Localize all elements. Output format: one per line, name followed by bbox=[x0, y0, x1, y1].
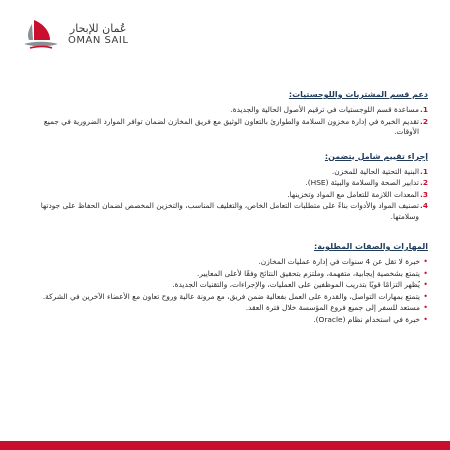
item-text: تصنيف المواد والأدوات بناءً على متطلبات التعامل الخاص، والتغليف المناسب، والتخزين المخصص لضمان الحفاظ على جودتها وسلامتها. bbox=[40, 201, 419, 221]
footer-accent-bar bbox=[0, 441, 450, 450]
item-text: تدابير الصحة والسلامة والبيئة (HSE). bbox=[305, 178, 419, 187]
list-item bbox=[24, 178, 428, 189]
skills-section bbox=[24, 242, 428, 325]
logo-wordmark bbox=[68, 23, 128, 46]
item-text: يُظهر التزامًا قويًا بتدريب الموظفين على العمليات، والإجراءات، والتقنيات الجديدة. bbox=[172, 280, 420, 289]
bullet-icon: • bbox=[423, 268, 428, 278]
item-text: خبرة في استخدام نظام (Oracle). bbox=[313, 314, 420, 324]
section-heading: المهارات والصفات المطلوبة: bbox=[314, 242, 428, 251]
sail-emblem-icon bbox=[20, 16, 62, 52]
oman-sail-logo bbox=[20, 16, 128, 52]
bullet-icon: • bbox=[423, 280, 428, 289]
item-text: مستعد للسفر إلى جميع فروع المؤسسة خلال فترة العقد. bbox=[245, 303, 420, 312]
list-item bbox=[24, 105, 428, 116]
item-text: مساعدة قسم اللوجستيات في ترقيم الأصول الحالية والجديدة. bbox=[230, 105, 419, 114]
item-number: 1. bbox=[420, 166, 428, 176]
item-number: 2. bbox=[420, 116, 428, 126]
item-text: البنية التحتية الحالية للمخزن. bbox=[331, 166, 419, 176]
job-description bbox=[24, 90, 428, 339]
item-text: يتمتع بمهارات التواصل، والقدرة على العمل بفعالية ضمن فريق، مع مرونة عالية وروح تعاون مع الأعضاء الآخرين في الشركة. bbox=[42, 291, 420, 301]
item-number: 1. bbox=[420, 105, 428, 114]
list-item bbox=[24, 292, 428, 303]
bullet-icon: • bbox=[423, 303, 428, 312]
list-item bbox=[24, 315, 428, 326]
bullet-icon: • bbox=[423, 314, 428, 324]
item-text: تقديم الخبرة في إدارة مخزون السلامة والطوارئ بالتعاون الوثيق مع فريق المخازن لضمان توافر الموارد الضرورية في جميع الأوقات. bbox=[43, 116, 419, 136]
list-item bbox=[24, 280, 428, 291]
logo-arabic-text: عُمان للإبحار bbox=[69, 21, 127, 35]
assessment-section bbox=[24, 152, 428, 223]
item-text: خبرة لا تقل عن 4 سنوات في إدارة عمليات المخازن. bbox=[258, 257, 420, 266]
logo-english-text: OMAN SAIL bbox=[68, 34, 129, 46]
list-item bbox=[24, 201, 428, 222]
item-text: يتمتع بشخصية إيجابية، متفهمة، وملتزم بتحقيق النتائج وفقًا لأعلى المعايير. bbox=[197, 268, 420, 278]
item-number: 2. bbox=[420, 178, 428, 187]
bullet-icon: • bbox=[423, 257, 428, 266]
item-number: 3. bbox=[420, 189, 428, 199]
list-item bbox=[24, 269, 428, 280]
section-heading: إجراء تقييم شامل يتضمن: bbox=[324, 151, 428, 161]
list-item bbox=[24, 257, 428, 268]
procurement-section bbox=[24, 90, 428, 138]
list-item bbox=[24, 117, 428, 138]
list-item bbox=[24, 167, 428, 178]
list-item bbox=[24, 190, 428, 201]
item-number: 4. bbox=[420, 201, 428, 210]
bullet-icon: • bbox=[423, 291, 428, 301]
item-text: المعدات اللازمة للتعامل مع المواد وتخزينها. bbox=[287, 189, 419, 199]
list-item bbox=[24, 303, 428, 314]
section-heading: دعم قسم المشتريات واللوجستيات: bbox=[288, 90, 428, 99]
